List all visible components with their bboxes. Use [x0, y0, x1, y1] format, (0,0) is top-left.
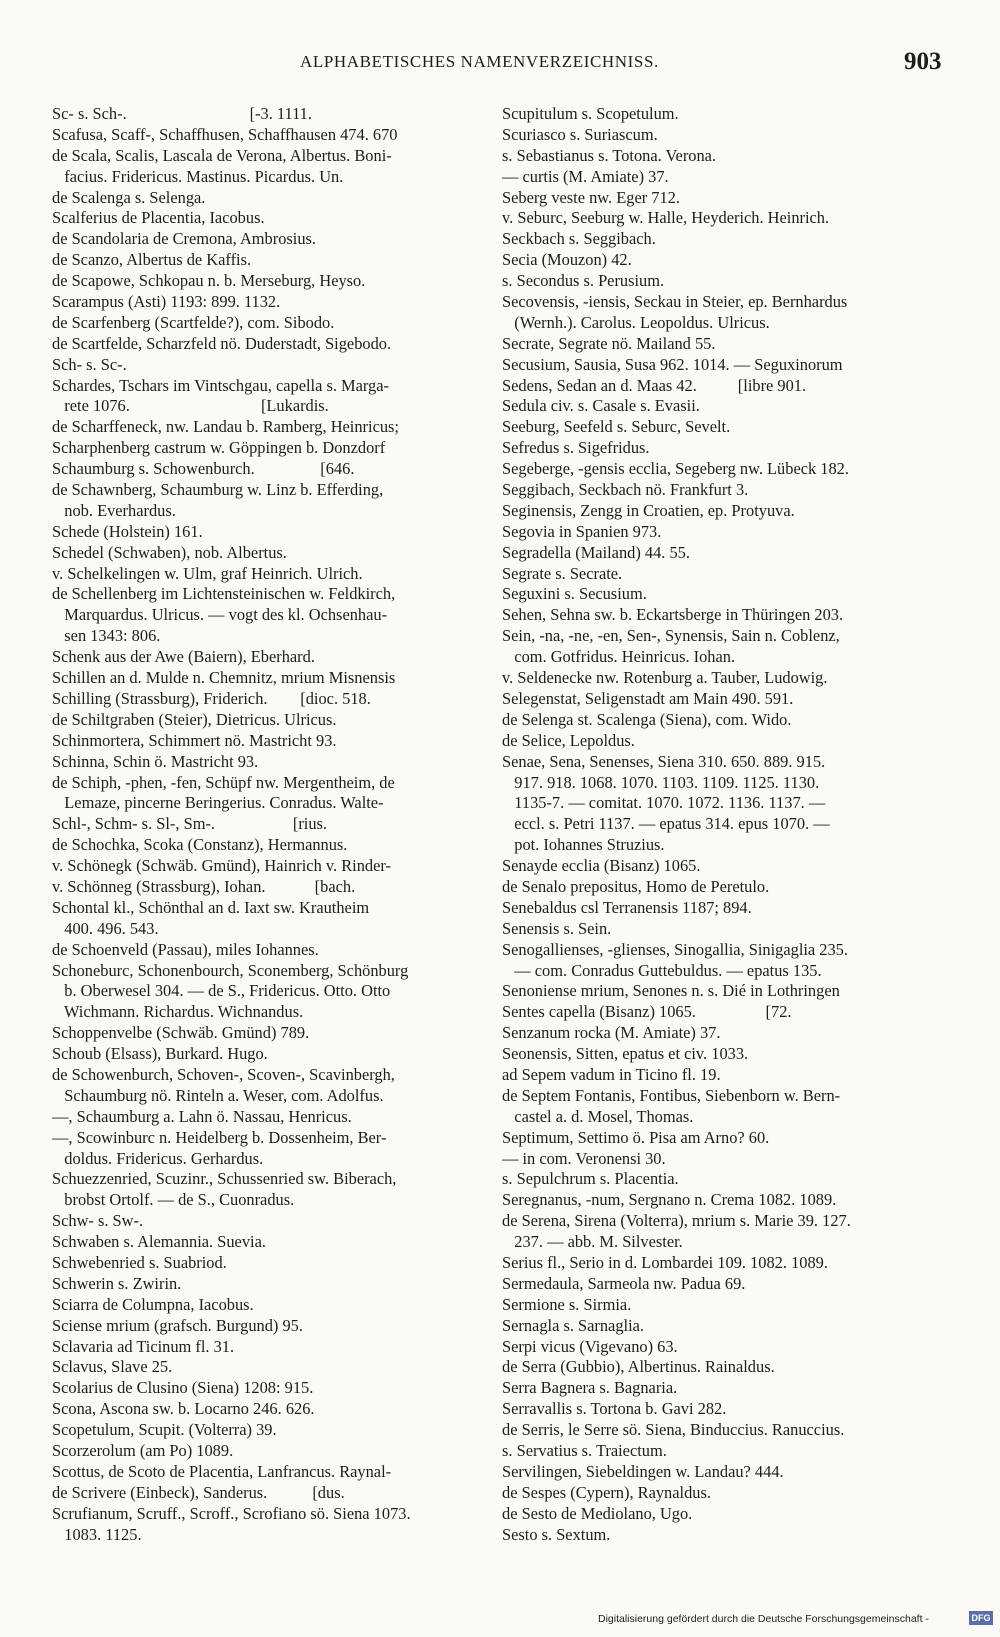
index-entry-line: com. Gotfridus. Heinricus. Iohan.: [502, 647, 736, 667]
index-entry-line: 1135-7. — comitat. 1070. 1072. 1136. 1137. —: [502, 793, 826, 813]
index-entry-line: de Septem Fontanis, Fontibus, Siebenborn w. Bern-: [502, 1085, 841, 1105]
index-entry-line: Secovensis, -iensis, Seckau in Steier, ep. Bernhardus: [502, 292, 848, 312]
index-entry-line: de Scharffeneck, nw. Landau b. Ramberg, Heinricus;: [52, 417, 399, 437]
index-entry-line: Scopetulum, Scupit. (Volterra) 39.: [52, 1420, 277, 1440]
index-entry-line: de Serena, Sirena (Volterra), mrium s. Marie 39. 127.: [502, 1211, 851, 1231]
index-entry-line: Schw- s. Sw-.: [52, 1211, 144, 1231]
index-entry-line: Schinna, Schin ö. Mastricht 93.: [52, 751, 259, 771]
index-entry-line: Sein, -na, -ne, -en, Sen-, Synensis, Sain n. Coblenz,: [502, 626, 840, 646]
index-entry-line: Scafusa, Scaff-, Schaffhusen, Schaffhausen 474. 670: [52, 124, 398, 144]
index-entry-line: b. Oberwesel 304. — de S., Fridericus. Otto. Otto: [52, 981, 391, 1001]
index-entry-line: Lemaze, pincerne Beringerius. Conradus. Walte-: [52, 793, 384, 813]
index-entry-line: Seckbach s. Seggibach.: [502, 229, 656, 249]
index-entry-line: de Schiph, -phen, -fen, Schüpf nw. Mergentheim, de: [52, 772, 395, 792]
index-entry-line: Schaumburg s. Schowenburch. [646.: [52, 459, 355, 479]
index-entry-line: v. Schönneg (Strassburg), Iohan. [bach.: [52, 876, 356, 896]
page-number: 903: [904, 48, 942, 75]
index-entry-line: 1083. 1125.: [52, 1524, 142, 1544]
index-entry-line: de Selenga st. Scalenga (Siena), com. Wido.: [502, 709, 792, 729]
index-entry-line: de Scalenga s. Selenga.: [52, 187, 206, 207]
index-entry-line: Seguxini s. Secusium.: [502, 584, 647, 604]
index-entry-line: Segeberge, -gensis ecclia, Segeberg nw. Lübeck 182.: [502, 459, 849, 479]
index-entry-line: Schwerin s. Zwirin.: [52, 1273, 182, 1293]
index-entry-line: s. Sebastianus s. Totona. Verona.: [502, 145, 717, 165]
index-entry-line: de Schellenberg im Lichtensteinischen w. Feldkirch,: [52, 584, 396, 604]
index-entry-line: Scupitulum s. Scopetulum.: [502, 104, 679, 123]
index-entry-line: de Sespes (Cypern), Raynaldus.: [502, 1482, 711, 1502]
index-entry-line: Scharphenberg castrum w. Göppingen b. Donzdorf: [52, 438, 386, 458]
index-entry-line: de Scala, Scalis, Lascala de Verona, Albertus. Boni-: [52, 145, 392, 165]
index-entry-line: Schoneburc, Schonenbourch, Sconemberg, Schönburg: [52, 960, 409, 980]
index-entry-line: Seberg veste nw. Eger 712.: [502, 187, 680, 207]
index-entry-line: Segradella (Mailand) 44. 55.: [502, 542, 690, 562]
index-entry-line: Sermione s. Sirmia.: [502, 1294, 632, 1314]
index-entry-line: Wichmann. Richardus. Wichnandus.: [52, 1002, 304, 1022]
index-entry-line: de Scanzo, Albertus de Kaffis.: [52, 250, 252, 270]
index-entry-line: Sermedaula, Sarmeola nw. Padua 69.: [502, 1273, 746, 1293]
index-entry-line: Sernagla s. Sarnaglia.: [502, 1315, 645, 1335]
index-entry-line: v. Schönegk (Schwäb. Gmünd), Hainrich v. Rinder-: [52, 856, 391, 876]
index-entry-line: — com. Conradus Guttebuldus. — epatus 135.: [502, 960, 822, 980]
index-entry-line: Schuezzenried, Scuzinr., Schussenried sw. Biberach,: [52, 1169, 397, 1189]
index-entry-line: de Scartfelde, Scharzfeld nö. Duderstadt, Sigebodo.: [52, 333, 392, 353]
index-entry-line: Schardes, Tschars im Vintschgau, capella s. Marga-: [52, 375, 389, 395]
index-entry-line: de Scapowe, Schkopau n. b. Merseburg, Heyso.: [52, 271, 366, 291]
running-title: ALPHABETISCHES NAMENVERZEICHNISS.: [300, 52, 659, 71]
index-entry-line: Schaumburg nö. Rinteln a. Weser, com. Adolfus.: [52, 1085, 384, 1105]
index-entry-line: de Schowenburch, Schoven-, Scoven-, Scavinbergh,: [52, 1064, 395, 1084]
index-entry-line: Senoniense mrium, Senones n. s. Dié in Lothringen: [502, 981, 840, 1001]
funding-notice: Digitalisierung gefördert durch die Deutsche Forschungsgemeinschaft -: [598, 1613, 929, 1625]
index-entry-line: de Schawnberg, Schaumburg w. Linz b. Efferding,: [52, 480, 384, 500]
index-entry-line: Marquardus. Ulricus. — vogt des kl. Ochsenhau-: [52, 605, 388, 625]
index-entry-line: Septimum, Settimo ö. Pisa am Arno? 60.: [502, 1127, 770, 1147]
index-entry-line: de Scrivere (Einbeck), Sanderus. [dus.: [52, 1482, 345, 1502]
index-entry-line: Sc- s. Sch-. [-3. 1111.: [52, 104, 312, 123]
index-entry-line: Serpi vicus (Vigevano) 63.: [502, 1336, 678, 1356]
index-entry-line: Secia (Mouzon) 42.: [502, 250, 632, 270]
index-entry-line: — curtis (M. Amiate) 37.: [502, 166, 669, 186]
index-entry-line: Scarampus (Asti) 1193: 899. 1132.: [52, 292, 281, 312]
index-entry-line: Senogallienses, -glienses, Sinogallia, Sinigaglia 235.: [502, 939, 848, 959]
index-entry-line: Seregnanus, -num, Sergnano n. Crema 1082. 1089.: [502, 1190, 837, 1210]
index-entry-line: —, Scowinburc n. Heidelberg b. Dossenheim, Ber-: [52, 1127, 387, 1147]
index-entry-line: ad Sepem vadum in Ticino fl. 19.: [502, 1064, 721, 1084]
index-entry-line: Sefredus s. Sigefridus.: [502, 438, 650, 458]
index-entry-line: Sciense mrium (grafsch. Burgund) 95.: [52, 1315, 303, 1335]
index-entry-line: Scottus, de Scoto de Placentia, Lanfrancus. Raynal-: [52, 1461, 392, 1481]
index-entry-line: Scorzerolum (am Po) 1089.: [52, 1441, 234, 1460]
index-entry-line: Schoub (Elsass), Burkard. Hugo.: [52, 1044, 268, 1064]
index-entry-line: Segovia in Spanien 973.: [502, 521, 662, 541]
index-entry-line: rete 1076. [Lukardis.: [52, 396, 329, 416]
index-entry-line: Sclavaria ad Ticinum fl. 31.: [52, 1336, 235, 1356]
index-entry-line: Scalferius de Placentia, Iacobus.: [52, 208, 265, 228]
index-entry-line: Sedula civ. s. Casale s. Evasii.: [502, 396, 700, 416]
index-entry-line: 237. — abb. M. Silvester.: [502, 1232, 683, 1252]
index-entry-line: Schede (Holstein) 161.: [52, 521, 203, 541]
index-entry-line: Schoppenvelbe (Schwäb. Gmünd) 789.: [52, 1023, 310, 1043]
index-entry-line: Sch- s. Sc-.: [52, 354, 127, 374]
index-entry-line: Schilling (Strassburg), Friderich. [dioc. 518.: [52, 688, 371, 708]
index-entry-line: Schwebenried s. Suabriod.: [52, 1252, 227, 1272]
index-entry-line: Scuriasco s. Suriascum.: [502, 124, 658, 144]
index-entry-line: Sciarra de Columpna, Iacobus.: [52, 1294, 254, 1314]
index-column-left: [52, 104, 504, 1545]
index-entry-line: de Sesto de Mediolano, Ugo.: [502, 1503, 693, 1523]
index-entry-line: Schl-, Schm- s. Sl-, Sm-. [rius.: [52, 814, 327, 834]
index-entry-line: Senensis s. Sein.: [502, 918, 612, 938]
index-entry-line: doldus. Fridericus. Gerhardus.: [52, 1148, 264, 1168]
index-entry-line: Secrate, Segrate nö. Mailand 55.: [502, 333, 716, 353]
index-entry-line: Serravallis s. Tortona b. Gavi 282.: [502, 1399, 727, 1419]
index-entry-line: facius. Fridericus. Mastinus. Picardus. Un.: [52, 166, 344, 186]
index-entry-line: Scona, Ascona sw. b. Locarno 246. 626.: [52, 1399, 315, 1419]
index-entry-line: (Wernh.). Carolus. Leopoldus. Ulricus.: [502, 312, 770, 332]
index-entry-line: Seonensis, Sitten, epatus et civ. 1033.: [502, 1044, 749, 1064]
index-entry-line: de Selice, Lepoldus.: [502, 730, 635, 750]
index-entry-line: s. Secondus s. Perusium.: [502, 271, 665, 291]
index-entry-line: s. Sepulchrum s. Placentia.: [502, 1169, 679, 1189]
index-entry-line: Schedel (Schwaben), nob. Albertus.: [52, 542, 287, 562]
index-entry-line: Schillen an d. Mulde n. Chemnitz, mrium Misnensis: [52, 668, 396, 688]
index-entry-line: Senzanum rocka (M. Amiate) 37.: [502, 1023, 721, 1043]
index-entry-line: de Scarfenberg (Scartfelde?), com. Sibodo.: [52, 312, 335, 332]
index-entry-line: Scrufianum, Scruff., Scroff., Scrofiano sö. Siena 1073.: [52, 1503, 411, 1523]
index-entry-line: sen 1343: 806.: [52, 626, 161, 646]
index-entry-line: de Senalo prepositus, Homo de Peretulo.: [502, 876, 770, 896]
index-entry-line: Senebaldus csl Terranensis 1187; 894.: [502, 897, 752, 917]
index-entry-line: Serra Bagnera s. Bagnaria.: [502, 1378, 678, 1398]
index-entry-line: Schontal kl., Schönthal an d. Iaxt sw. Krautheim: [52, 897, 370, 917]
index-entry-line: Seggibach, Seckbach nö. Frankfurt 3.: [502, 480, 749, 500]
index-entry-line: castel a. d. Mosel, Thomas.: [502, 1106, 694, 1126]
index-entry-line: Seginensis, Zengg in Croatien, ep. Protyuva.: [502, 500, 795, 520]
index-entry-line: nob. Everhardus.: [52, 500, 176, 520]
index-entry-line: de Serris, le Serre sö. Siena, Binduccius. Ranuccius.: [502, 1420, 845, 1440]
index-entry-line: Segrate s. Secrate.: [502, 563, 623, 583]
index-entry-line: Sesto s. Sextum.: [502, 1524, 611, 1544]
index-entry-line: brobst Ortolf. — de S., Cuonradus.: [52, 1190, 295, 1210]
index-entry-line: Senayde ecclia (Bisanz) 1065.: [502, 856, 701, 876]
index-entry-line: v. Seburc, Seeburg w. Halle, Heyderich. Heinrich.: [502, 208, 830, 228]
index-entry-line: v. Seldenecke nw. Rotenburg a. Tauber, Ludowig.: [502, 668, 828, 688]
index-entry-line: de Scandolaria de Cremona, Ambrosius.: [52, 229, 317, 249]
index-entry-line: eccl. s. Petri 1137. — epatus 314. epus 1070. —: [502, 814, 830, 834]
index-entry-line: de Serra (Gubbio), Albertinus. Rainaldus.: [502, 1357, 775, 1377]
index-entry-line: Senae, Sena, Senenses, Siena 310. 650. 889. 915.: [502, 751, 826, 771]
index-entry-line: Servilingen, Siebeldingen w. Landau? 444.: [502, 1461, 784, 1481]
index-entry-line: 917. 918. 1068. 1070. 1103. 1109. 1125. 1130.: [502, 772, 820, 792]
index-entry-line: v. Schelkelingen w. Ulm, graf Heinrich. Ulrich.: [52, 563, 363, 583]
index-entry-line: pot. Iohannes Struzius.: [502, 835, 665, 855]
index-entry-line: Sehen, Sehna sw. b. Eckartsberge in Thüringen 203.: [502, 605, 844, 625]
index-entry-line: —, Schaumburg a. Lahn ö. Nassau, Henricus.: [52, 1106, 352, 1126]
index-entry-line: Secusium, Sausia, Susa 962. 1014. — Seguxinorum: [502, 354, 843, 374]
page-header: [0, 48, 1000, 78]
index-entry-line: — in com. Veronensi 30.: [502, 1148, 666, 1168]
index-entry-line: Scolarius de Clusino (Siena) 1208: 915.: [52, 1378, 314, 1398]
index-entry-line: Serius fl., Serio in d. Lombardei 109. 1082. 1089.: [502, 1252, 828, 1272]
index-entry-line: Seeburg, Seefeld s. Seburc, Sevelt.: [502, 417, 731, 437]
index-entry-line: de Schoenveld (Passau), miles Iohannes.: [52, 939, 319, 959]
index-column-right: [502, 104, 958, 1545]
index-entry-line: de Schiltgraben (Steier), Dietricus. Ulricus.: [52, 709, 337, 729]
index-entry-line: Selegenstat, Seligenstadt am Main 490. 591.: [502, 688, 794, 708]
index-entry-line: Sedens, Sedan an d. Maas 42. [libre 901.: [502, 375, 807, 395]
index-entry-line: 400. 496. 543.: [52, 918, 159, 938]
index-entry-line: Sclavus, Slave 25.: [52, 1357, 173, 1377]
index-entry-line: s. Servatius s. Traiectum.: [502, 1441, 667, 1460]
index-entry-line: Schinmortera, Schimmert nö. Mastricht 93.: [52, 730, 337, 750]
index-entry-line: Schenk aus der Awe (Baiern), Eberhard.: [52, 647, 315, 667]
index-entry-line: de Schochka, Scoka (Constanz), Hermannus.: [52, 835, 348, 855]
index-entry-line: Sentes capella (Bisanz) 1065. [72.: [502, 1002, 792, 1022]
dfg-logo: DFG: [969, 1611, 993, 1625]
index-entry-line: Schwaben s. Alemannia. Suevia.: [52, 1232, 266, 1252]
